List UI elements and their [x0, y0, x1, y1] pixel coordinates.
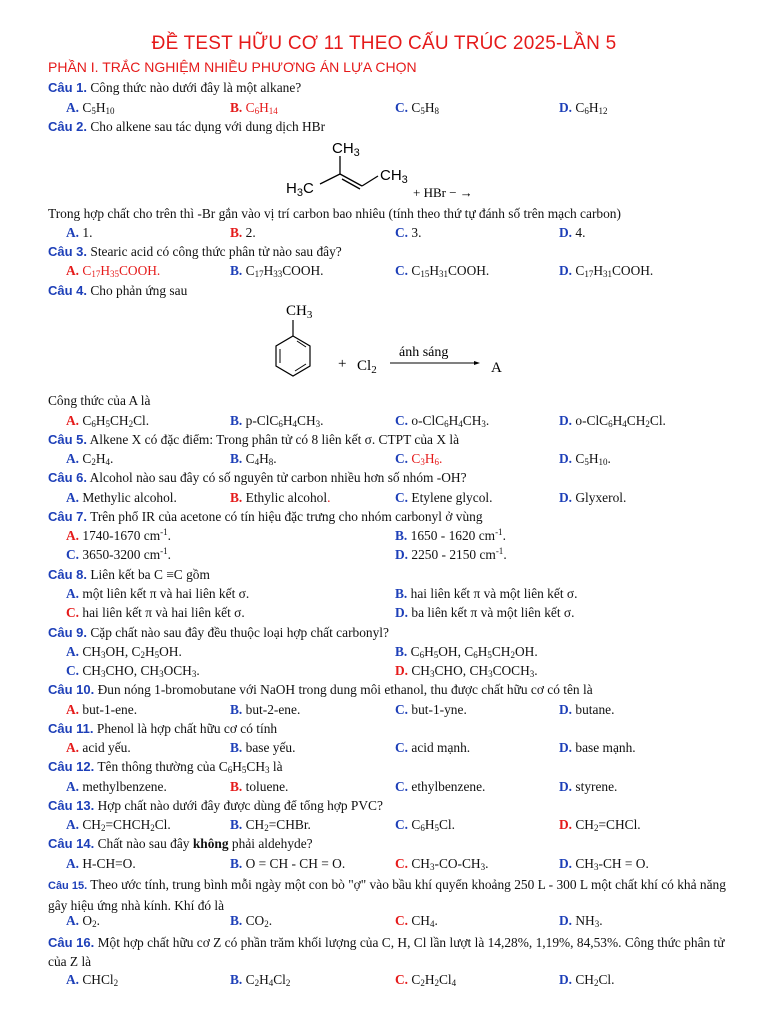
question-16: Câu 16. Một hợp chất hữu cơ Z có phần trăm khối lượng của C, H, Cl lần lượt là 14,28%, 1,19%, 84,53%. Công thức phân tử của Z là: [48, 935, 725, 969]
question-1: [48, 80, 301, 96]
page-title: ĐỀ TEST HỮU CƠ 11 THEO CẤU TRÚC 2025-LẦN 5: [151, 33, 617, 54]
option-14d: D. $CH_3-CH = O$.: [559, 856, 649, 872]
question-6: Câu 6. Alcohol nào sau đây có số nguyên tử carbon nhiều hơn số nhóm -OH?: [48, 470, 467, 485]
option-15a: A. $O_2$.: [66, 913, 100, 929]
svg-text:CH3: $CH_3$: [286, 303, 313, 321]
option-3b: B. $C_{17}H_{33}COOH$.: [230, 263, 324, 279]
option-10c: C. but-1-yne.: [395, 702, 467, 717]
option-3c: C. $C_{15}H_{31}COOH$.: [395, 263, 490, 279]
question-text: Công thức nào dưới đây là một alkane?: [90, 80, 302, 95]
option-6d: D. Glyxerol.: [559, 490, 627, 505]
option-7a: A. 1740-1670 $cm^{-1}$.: [66, 527, 171, 543]
option-5c: C. $C_3H_6$.: [395, 451, 443, 467]
section-heading: PHẦN I. TRẮC NGHIỆM NHIỀU PHƯƠNG ÁN LỰA CHỌN: [48, 59, 417, 75]
option-16c: C. $C_2H_2Cl_4$: [395, 972, 457, 988]
option-1d: D. $C_6H_{12}$: [559, 100, 608, 116]
option-5b: B. $C_4H_8$.: [230, 451, 277, 467]
option-11b: B. base yếu.: [230, 740, 296, 755]
option-12c: C. ethylbenzene.: [395, 779, 486, 794]
option-15c: C. $CH_4$.: [395, 913, 438, 929]
option-7c: C. 3650-3200 $cm^{-1}$.: [66, 546, 171, 562]
option-6c: C. Etylene glycol.: [395, 490, 493, 505]
option-1c: C. $C_5H_8$: [395, 100, 439, 116]
question-12: Câu 12. Tên thông thường của $C_6H_5CH_3$ là: [48, 759, 283, 775]
option-9a: A. $CH_3OH$, $C_2H_5OH$.: [66, 644, 182, 660]
option-16b: B. $C_2H_4Cl_2$: [230, 972, 291, 988]
option-9d: D. $CH_3CHO$, $CH_3COCH_3$.: [395, 663, 538, 679]
option-14a: A. H-CH=O.: [66, 856, 136, 871]
option-13b: B. $CH_2=CHBr$.: [230, 817, 311, 833]
question-4: Câu 4. Cho phản ứng sau: [48, 283, 188, 298]
option-9b: B. $C_6H_5OH$, $C_6H_5CH_2OH$.: [395, 644, 538, 660]
option-3a: A. $C_{17}H_{35}COOH$.: [66, 263, 161, 279]
option-7b: B. 1650 - 1620 $cm^{-1}$.: [395, 527, 506, 543]
option-12a: A. methylbenzene.: [66, 779, 167, 794]
option-5a: A. $C_2H_4$.: [66, 451, 114, 467]
question-14: Câu 14. Chất nào sau đây không phải aldehyde?: [48, 836, 313, 851]
svg-text:Cl2: $Cl_2$: [357, 358, 377, 376]
option-8c: C. hai liên kết π và hai liên kết σ.: [66, 605, 245, 620]
question-2: Câu 2. Cho alkene sau tác dụng với dung dịch HBr: [48, 119, 326, 134]
question-15: Câu 15. Theo ước tính, trung bình mỗi ngày một con bò "ợ" vào bầu khí quyển khoảng 250 L - 300 L một chất khí có khả năng gây hiệu ứng nhà kính. Khí đó là: [48, 877, 726, 913]
option-10b: B. but-2-ene.: [230, 702, 301, 717]
svg-text:A: A: [491, 360, 502, 376]
question-5: Câu 5. Alkene X có đặc điểm: Trong phân tử có 8 liên kết σ. CTPT của X là: [48, 432, 460, 447]
option-4d: D. $o-ClC_6H_4CH_2Cl$.: [559, 413, 666, 429]
option-13d: D. $CH_2=CHCl$.: [559, 817, 641, 833]
option-1b: B. $C_6H_{14}$: [230, 100, 278, 116]
question-11: Câu 11. Phenol là hợp chất hữu cơ có tính: [48, 721, 278, 736]
option-11d: D. base mạnh.: [559, 740, 636, 755]
option-4b: B. $p-ClC_6H_4CH_3$.: [230, 413, 324, 429]
question-9: Câu 9. Cặp chất nào sau đây đều thuộc loại hợp chất carbonyl?: [48, 625, 389, 640]
option-6b: B. Ethylic alcohol.: [230, 490, 331, 505]
svg-text:CH3: $CH_3$: [332, 140, 360, 159]
option-13c: C. $C_6H_5Cl$.: [395, 817, 455, 833]
question-13: Câu 13. Hợp chất nào dưới đây được dùng để tổng hợp PVC?: [48, 798, 383, 813]
option-2c: C. 3.: [395, 225, 422, 240]
svg-text:ánh sáng: ánh sáng: [399, 345, 449, 360]
option-12d: D. styrene.: [559, 779, 618, 794]
svg-text:+: +: [338, 356, 347, 372]
alkene-structure-diagram: [280, 136, 500, 202]
question-3: Câu 3. Stearic acid có công thức phân tử nào sau đây?: [48, 244, 342, 259]
option-5d: D. $C_5H_{10}$.: [559, 451, 611, 467]
option-13a: A. $CH_2=CHCH_2Cl$.: [66, 817, 171, 833]
option-15b: B. $CO_2$.: [230, 913, 273, 929]
svg-text:H3C: $H_3C$: [286, 180, 314, 199]
option-10d: D. butane.: [559, 702, 615, 717]
option-14c: C. $CH_3-CO-CH_3$.: [395, 856, 489, 872]
question-4-follow: Công thức của A là: [48, 393, 151, 408]
option-4c: C. $o-ClC_6H_4CH_3$.: [395, 413, 490, 429]
option-6a: A. Methylic alcohol.: [66, 490, 177, 505]
toluene-reaction-diagram: [262, 298, 512, 388]
option-8d: D. ba liên kết π và một liên kết σ.: [395, 605, 575, 620]
option-15d: D. $NH_3$.: [559, 913, 603, 929]
question-7: Câu 7. Trên phổ IR của acetone có tín hiệu đặc trưng cho nhóm carbonyl ở vùng: [48, 509, 483, 524]
option-7d: D. 2250 - 2150 $cm^{-1}$.: [395, 546, 507, 562]
option-12b: B. toluene.: [230, 779, 289, 794]
option-11a: A. acid yếu.: [66, 740, 131, 755]
question-2-follow: Trong hợp chất cho trên thì -Br gắn vào vị trí carbon bao nhiêu (tính theo thứ tự đánh số trên mạch carbon): [48, 206, 621, 221]
option-8a: A. một liên kết π và hai liên kết σ.: [66, 586, 250, 601]
option-11c: C. acid mạnh.: [395, 740, 471, 755]
svg-text:+ HBr − →: + HBr − →: [413, 185, 473, 200]
option-1a: A. $C_5H_{10}$: [66, 100, 115, 116]
option-14b: B. O = CH - CH = O.: [230, 856, 346, 871]
option-8b: B. hai liên kết π và một liên kết σ.: [395, 586, 578, 601]
question-8: Câu 8. Liên kết ba C ≡C gồm: [48, 567, 210, 582]
option-10a: A. but-1-ene.: [66, 702, 138, 717]
option-4a: A. $C_6H_5CH_2Cl$.: [66, 413, 150, 429]
option-16d: D. $CH_2Cl$.: [559, 972, 615, 988]
svg-text:CH3: $CH_3$: [380, 167, 408, 186]
option-9c: C. $CH_3CHO$, $CH_3OCH_3$.: [66, 663, 200, 679]
option-16a: A. CHCl$_2$: [66, 972, 119, 988]
option-2a: A. 1.: [66, 225, 93, 240]
option-2d: D. 4.: [559, 225, 586, 240]
option-2b: B. 2.: [230, 225, 256, 240]
option-3d: D. $C_{17}H_{31}COOH$.: [559, 263, 654, 279]
question-label: Câu 1.: [48, 80, 88, 95]
question-10: Câu 10. Đun nóng 1-bromobutane với NaOH trong dung môi ethanol, thu được chất hữu cơ có tên là: [48, 682, 593, 697]
